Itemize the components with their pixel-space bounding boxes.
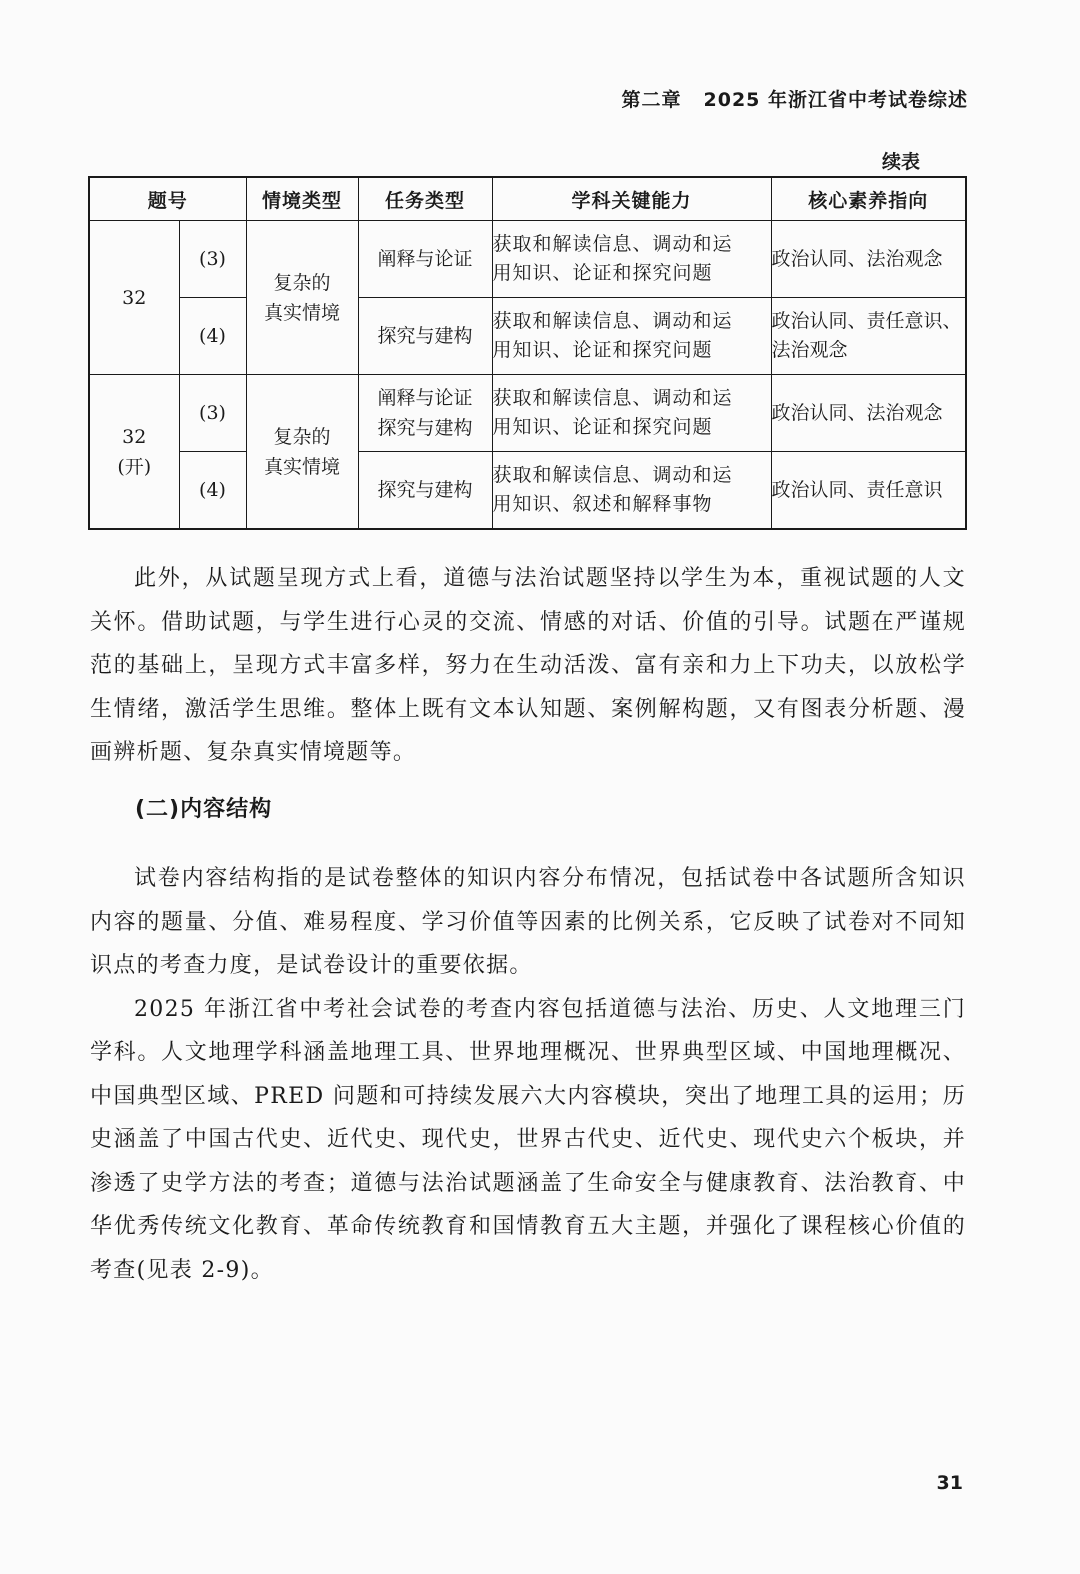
paragraph: 2025 年浙江省中考社会试卷的考查内容包括道德与法治、历史、人文地理三门学科。人文地理学科涵盖地理工具、世界地理概况、世界典型区域、中国地理概况、中国典型区域、PRED 问题和可持续发展六大内容模块，突出了地理工具的运用；历史涵盖了中国古代史、近代史、现代史，世界古代史、近代史、现代史六个板块，并渗透了史学方法的考查；道德与法治试题涵盖了生命安全与健康教育、法治教育、中华优秀传统文化教育、革命传统教育和国情教育五大主题，并强化了课程核心价值的考查(见表 2-9)。 bbox=[90, 996, 966, 1283]
ability-line: 获取和解读信息、调动和运 bbox=[492, 310, 733, 332]
task-type-cell bbox=[358, 298, 492, 375]
question-number: 32 bbox=[122, 425, 147, 448]
task-type-cell bbox=[358, 375, 492, 452]
ability-line: 用知识、论证和探究问题 bbox=[492, 262, 713, 284]
sub-question: (3) bbox=[179, 221, 246, 298]
header-core-literacy: 核心素养指向 bbox=[771, 177, 966, 221]
table-row bbox=[89, 221, 966, 298]
ability-line: 获取和解读信息、调动和运 bbox=[492, 233, 733, 255]
header-situation-type: 情境类型 bbox=[246, 177, 358, 221]
task-type: 阐释与论证 bbox=[377, 387, 473, 409]
body-section-1 bbox=[90, 557, 966, 775]
situation-line: 复杂的 bbox=[273, 425, 331, 448]
question-number-sub: (开) bbox=[117, 455, 152, 478]
sub-question: (3) bbox=[179, 375, 246, 452]
header-task-type: 任务类型 bbox=[358, 177, 492, 221]
core-literacy-cell bbox=[771, 375, 966, 452]
question-number-cell bbox=[89, 375, 179, 530]
task-type-cell bbox=[358, 221, 492, 298]
ability-line: 用知识、论证和探究问题 bbox=[492, 416, 713, 438]
key-ability-cell bbox=[492, 375, 771, 452]
chapter-title: 2025 年浙江省中考试卷综述 bbox=[703, 89, 968, 111]
paragraph: 此外，从试题呈现方式上看，道德与法治试题坚持以学生为本，重视试题的人文关怀。借助试题，与学生进行心灵的交流、情感的对话、价值的引导。试题在严谨规范的基础上，呈现方式丰富多样，努力在生动活泼、富有亲和力上下功夫，以放松学生情绪，激活学生思维。整体上既有文本认知题、案例解构题，又有图表分析题、漫画辨析题、复杂真实情境题等。 bbox=[90, 566, 966, 765]
paragraph: 试卷内容结构指的是试卷整体的知识内容分布情况，包括试卷中各试题所含知识内容的题量、分值、难易程度、学习价值等因素的比例关系，它反映了试卷对不同知识点的考查力度，是试卷设计的重要依据。 bbox=[90, 866, 966, 978]
question-number-cell bbox=[89, 221, 179, 375]
header-key-ability: 学科关键能力 bbox=[492, 177, 771, 221]
literacy-line: 政治认同、责任意识、 bbox=[771, 310, 962, 332]
page-number: 31 bbox=[936, 1472, 963, 1494]
chapter-label: 第二章 bbox=[621, 89, 682, 111]
ability-line: 获取和解读信息、调动和运 bbox=[492, 464, 733, 486]
question-number: 32 bbox=[122, 286, 147, 309]
task-type-cell bbox=[358, 452, 492, 530]
sub-question: (4) bbox=[179, 298, 246, 375]
body-section-2 bbox=[90, 857, 966, 1292]
ability-line: 获取和解读信息、调动和运 bbox=[492, 387, 733, 409]
task-type: 探究与建构 bbox=[377, 417, 473, 439]
core-literacy-cell bbox=[771, 221, 966, 298]
key-ability-cell bbox=[492, 452, 771, 530]
key-ability-cell bbox=[492, 298, 771, 375]
sub-question: (4) bbox=[179, 452, 246, 530]
table-header-row bbox=[89, 177, 966, 221]
ability-line: 用知识、叙述和解释事物 bbox=[492, 493, 713, 515]
situation-line: 复杂的 bbox=[273, 271, 331, 294]
table-row bbox=[89, 375, 966, 452]
table-row bbox=[89, 452, 966, 530]
task-type: 探究与建构 bbox=[377, 479, 473, 501]
situation-line: 真实情境 bbox=[264, 455, 341, 478]
literacy-line: 法治观念 bbox=[771, 339, 848, 361]
task-type: 探究与建构 bbox=[377, 325, 473, 347]
header-question-number: 题号 bbox=[89, 177, 246, 221]
question-analysis-table bbox=[88, 176, 967, 530]
situation-line: 真实情境 bbox=[264, 301, 341, 324]
situation-type-cell bbox=[246, 375, 358, 530]
table-continued-label: 续表 bbox=[881, 151, 920, 173]
key-ability-cell bbox=[492, 221, 771, 298]
task-type: 阐释与论证 bbox=[377, 248, 473, 270]
core-literacy-cell bbox=[771, 298, 966, 375]
core-literacy-cell bbox=[771, 452, 966, 530]
section-heading: (二)内容结构 bbox=[135, 797, 273, 822]
running-head bbox=[621, 85, 968, 112]
situation-type-cell bbox=[246, 221, 358, 375]
table-row bbox=[89, 298, 966, 375]
literacy-line: 政治认同、责任意识 bbox=[771, 478, 943, 501]
literacy-line: 政治认同、法治观念 bbox=[771, 247, 943, 270]
ability-line: 用知识、论证和探究问题 bbox=[492, 339, 713, 361]
literacy-line: 政治认同、法治观念 bbox=[771, 401, 943, 424]
